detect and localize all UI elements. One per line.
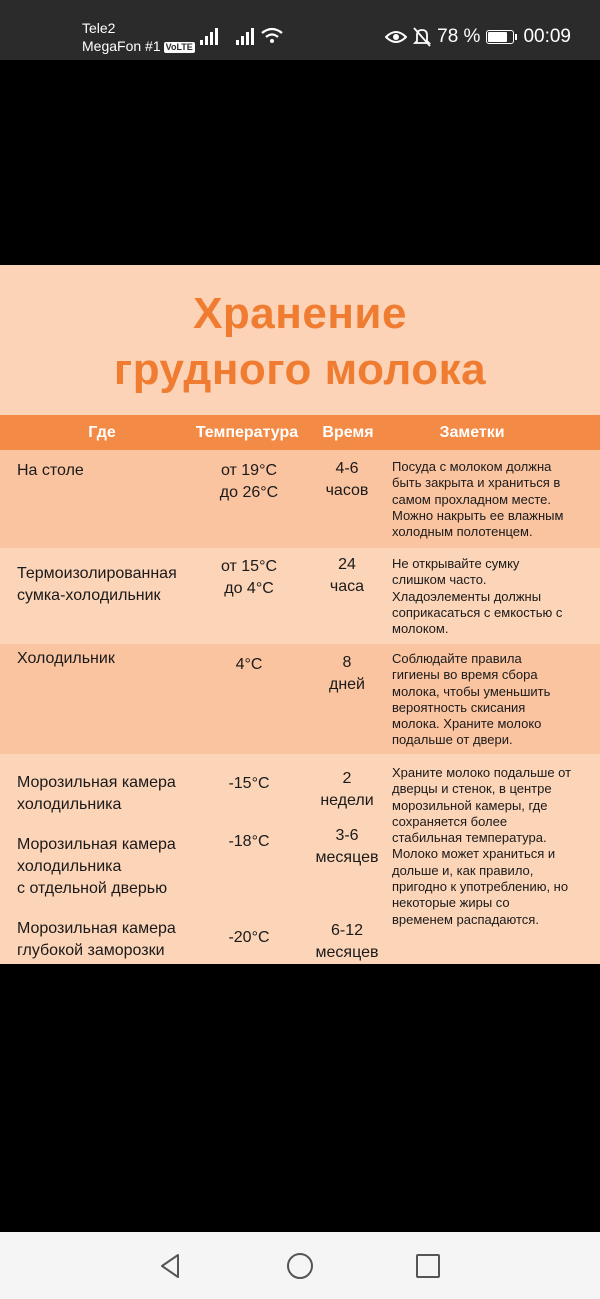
freezer-notes: Храните молоко подальше от дверцы и стенок, в центре морозильной камеры, где сохраняется более стабильная температура. Молоко может храниться и дольше и, как правило, пригодно к употреблению, но некоторые жиры со временем распадаются. [392,765,572,927]
recents-button[interactable] [414,1252,442,1280]
volte-badge: VoLTE [165,41,193,52]
carrier-2-row [82,38,195,54]
bell-muted-icon [413,27,431,47]
row-1-time: 4-6 часов [325,460,369,499]
title-line-1: Хранение [193,289,407,338]
table-header [0,415,600,450]
row-1-notes: Посуда с молоком должна быть закрыта и храниться в самом прохладном месте. Можно накрыть ее влажным холодным полотенцем. [392,459,564,540]
row-5-where: Морозильная камера холодильника с отдельной дверью [17,836,176,897]
row-5-time: 3-6 месяцев [315,827,379,866]
row-5-temperature: -18°C [228,833,270,850]
status-right [385,26,571,48]
battery-tip [515,34,517,40]
header-notes: Заметки [439,424,505,441]
status-bar [0,0,600,60]
eye-icon [385,29,407,45]
row-1-where: На столе [17,462,84,479]
clock: 00:09 [523,26,571,47]
battery-percent: 78 % [437,26,481,47]
back-button[interactable] [157,1252,185,1280]
triangle-back-icon [162,1255,178,1277]
row-3-where: Холодильник [17,650,115,667]
row-4-where: Морозильная камера холодильника [17,774,176,813]
row-2-temperature: от 15°C до 4°C [220,558,278,597]
row-2-where: Термоизолированная сумка-холодильник [17,565,177,604]
signal-strength-icon [236,27,256,45]
battery-fill [488,32,506,42]
square-recents-icon [417,1255,439,1277]
row-2-time: 24 часа [329,556,365,595]
battery-icon [486,30,514,44]
row-3-notes: Соблюдайте правила гигиены во время сбора молока, чтобы уменьшить вероятность скисания молока. Храните молоко подальше от двери. [392,651,551,748]
row-4-temperature: -15°C [228,775,270,792]
navigation-bar [0,1232,600,1299]
row-6-where: Морозильная камера глубокой заморозки [17,920,176,959]
row-3-temperature: 4°C [235,656,263,673]
carrier-1: Tele2 [82,20,116,36]
row-2-notes: Не открывайте сумку слишком часто. Хладоэлементы должны соприкасаться с емкостью с молоком. [392,556,563,637]
row-6-temperature: -20°C [228,929,270,946]
row-4-time: 2 недели [320,770,374,809]
row-1-temperature: от 19°C до 26°C [219,462,279,501]
row-6-time: 6-12 месяцев [315,922,379,961]
home-button[interactable] [286,1252,314,1280]
wifi-icon [260,26,284,46]
header-time: Время [322,424,374,441]
title-line-2: грудного молока [113,345,487,394]
signal-strength-icon [200,27,220,45]
breast-milk-storage-infographic [0,265,600,964]
carrier-2: MegaFon #1 [82,38,161,54]
row-3-time: 8 дней [328,654,365,693]
header-temperature: Температура [195,424,299,441]
header-where: Где [88,424,116,441]
circle-home-icon [288,1254,312,1278]
